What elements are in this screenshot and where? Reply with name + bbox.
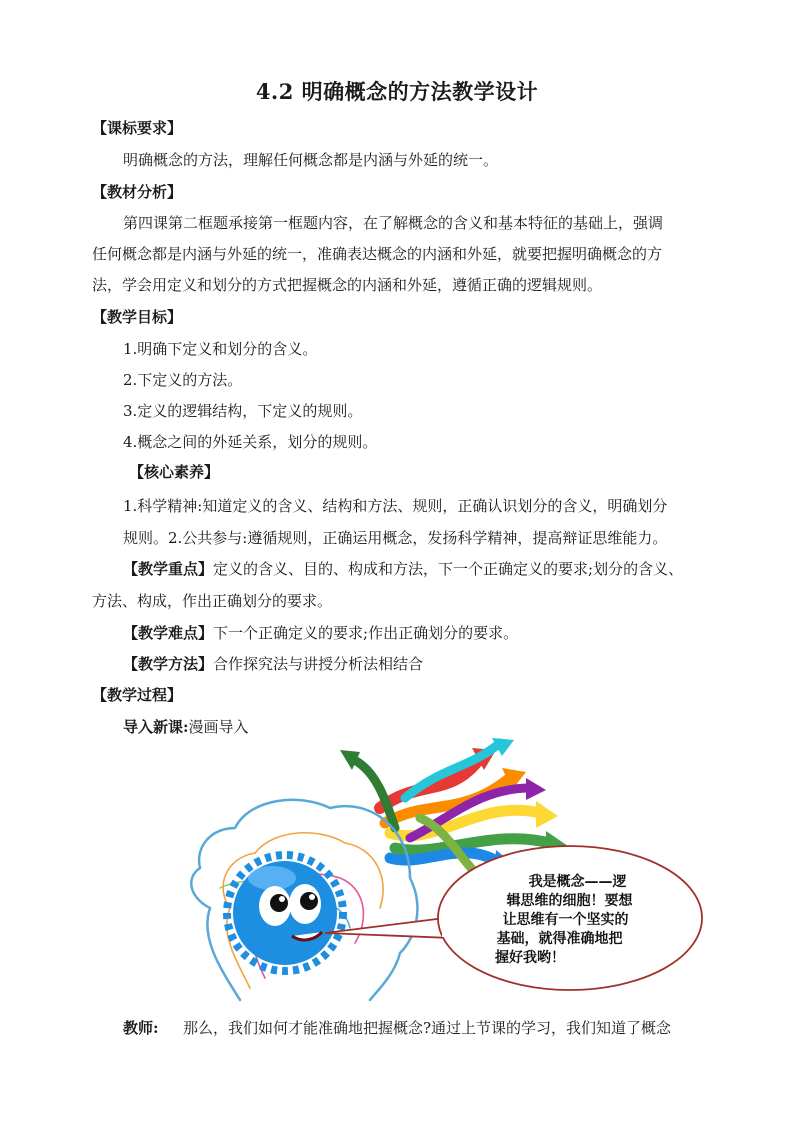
bubble-line-1: 我是概念——逻 — [528, 874, 627, 890]
key-points-text-1: 定义的含义、目的、构成和方法，下一个正确定义的要求;划分的含义、 — [213, 560, 684, 578]
key-points-text-2: 方法、构成，作出正确划分的要求。 — [92, 592, 333, 610]
key-points-paragraph — [123, 559, 712, 579]
heading-difficult-points: 【教学难点】 — [123, 624, 214, 642]
intro-text: 漫画导入 — [188, 718, 249, 736]
objective-item-4: 4.概念之间的外延关系，划分的规则。 — [123, 433, 378, 451]
speech-bubble — [325, 846, 702, 990]
concept-mascot — [227, 855, 343, 971]
intro-label: 导入新课: — [123, 718, 189, 736]
intro-paragraph — [123, 717, 743, 737]
core-literacy-line-2: 规则。2.公共参与:遵循规则，正确运用概念，发扬科学精神，提高辩证思维能力。 — [123, 529, 668, 547]
objective-item-1: 1.明确下定义和划分的含义。 — [123, 340, 318, 358]
teacher-label: 教师: — [123, 1019, 159, 1037]
heading-teaching-process: 【教学过程】 — [92, 686, 183, 704]
bubble-line-3: 让思维有一个坚实的 — [502, 912, 629, 928]
objective-item-3: 3.定义的逻辑结构，下定义的规则。 — [123, 402, 363, 420]
heading-teaching-methods: 【教学方法】 — [123, 655, 214, 673]
heading-teaching-objectives: 【教学目标】 — [92, 308, 183, 326]
teacher-paragraph — [123, 1018, 712, 1038]
bubble-line-4: 基础，就得准确地把 — [496, 931, 623, 947]
cartoon-illustration — [180, 738, 710, 1006]
teaching-methods-text: 合作探究法与讲授分析法相结合 — [213, 655, 424, 673]
bubble-line-2: 辑思维的细胞！要想 — [506, 893, 633, 909]
core-literacy-line-1: 1.科学精神:知道定义的含义、结构和方法、规则，正确认识划分的含义，明确划分 — [123, 497, 668, 515]
objective-item-2: 2.下定义的方法。 — [123, 371, 243, 389]
heading-textbook-analysis: 【教材分析】 — [92, 183, 183, 201]
difficult-points-text: 下一个正确定义的要求;作出正确划分的要求。 — [213, 624, 519, 642]
difficult-points-paragraph — [123, 623, 743, 643]
teaching-methods-paragraph — [123, 654, 743, 674]
textbook-analysis-line-2: 任何概念都是内涵与外延的统一，准确表达概念的内涵和外延，就要把握明确概念的方 — [92, 245, 663, 263]
heading-curriculum-requirements: 【课标要求】 — [92, 119, 183, 137]
curriculum-requirements-text: 明确概念的方法，理解任何概念都是内涵与外延的统一。 — [123, 151, 499, 169]
textbook-analysis-line-3: 法，学会用定义和划分的方式把握概念的内涵和外延，遵循正确的逻辑规则。 — [92, 276, 603, 294]
textbook-analysis-line-1: 第四课第二框题承接第一框题内容，在了解概念的含义和基本特征的基础上，强调 — [123, 214, 664, 232]
document-title: 4.2 明确概念的方法教学设计 — [255, 79, 539, 104]
heading-core-literacy: 【核心素养】 — [129, 463, 220, 481]
bubble-line-5: 握好我哟！ — [495, 950, 565, 966]
teacher-text: 那么，我们如何才能准确地把握概念?通过上节课的学习，我们知道了概念 — [183, 1019, 672, 1037]
heading-key-points: 【教学重点】 — [123, 560, 214, 578]
